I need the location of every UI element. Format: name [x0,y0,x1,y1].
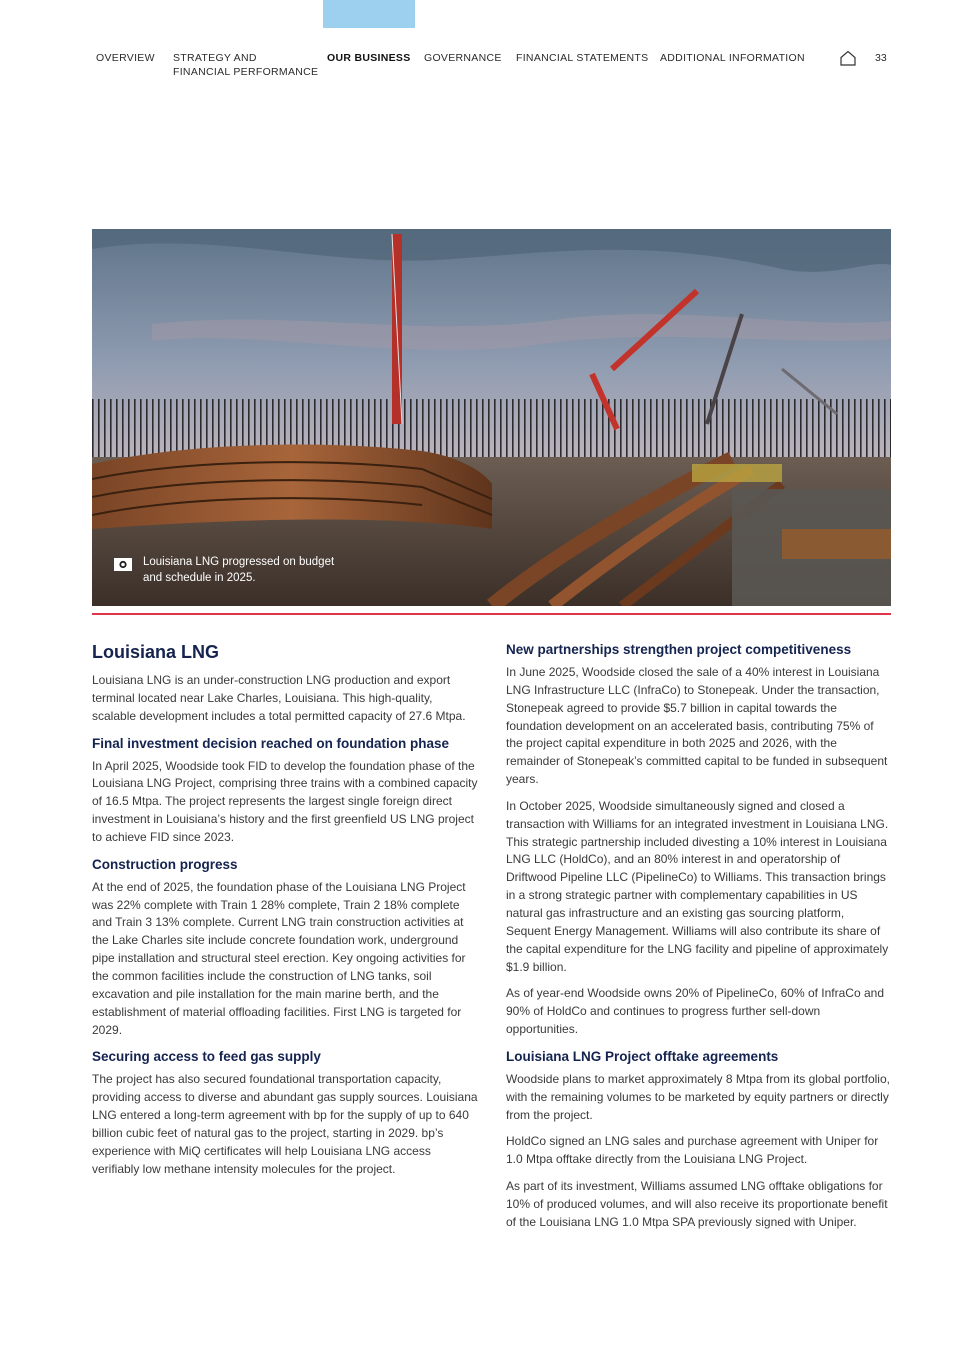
williams-paragraph: In October 2025, Woodside simultaneously signed and closed a transaction with Williams for an integrated investment in Louisiana LNG. This strategic partnership included divesting a 10% interest in Louisiana LNG LLC (HoldCo), and an 80% interest in and operatorship of Driftwood Pipeline LLC (PipelineCo) to Williams. This transaction brings in a strong strategic partner with complementary capabilities in US natural gas infrastructure and an existing gas sourcing platform, Sequent Energy Management. Williams will also contribute its share of the capital expenditure for the LNG facility and pipeline of approximately $1.9 billion. [506,798,889,974]
partnerships-heading: New partnerships strengthen project competitiveness [506,642,852,657]
marketing-paragraph: Woodside plans to market approximately 8 Mtpa from its global portfolio, with the remaining volumes to be marketed by equity partners or directly from the project. [506,1071,890,1122]
section-divider [92,613,891,615]
construction-heading: Construction progress [92,856,238,872]
stonepeak-paragraph: In June 2025, Woodside closed the sale of a 40% interest in Louisiana LNG Infrastructure LLC (InfraCo) to Stonepeak. Under the transaction, Stonepeak agreed to provide $5.7 billion in capital towards the foundation development on an accelerated basis, contributing 75% of the project capital expenditure in both 2025 and 2026, with the remainder of Stonepeak’s committed capital to be funded in subsequent years. [506,665,888,787]
construction-paragraph: At the end of 2025, the foundation phase of the Louisiana LNG Project was 22% complete with Train 1 28% complete, Train 2 18% complete and Train 3 13% complete. Current LNG train construction activities at the Lake Charles site include concrete foundation work, underground pipe installation and structural steel erection. Key ongoing activities for the common facilities include the construction of LNG tanks, soil excavation and pile installation for the main marine berth, and the establishment of material offloading facilities. First LNG is targeted for 2029. [92,879,466,1037]
construction-site-photo [92,229,891,606]
hero-photo [92,229,891,606]
offtake-heading: Louisiana LNG Project offtake agreements [506,1048,779,1064]
photo-caption [114,555,353,586]
nav-governance[interactable]: GOVERNANCE [424,52,502,64]
uniper-paragraph: HoldCo signed an LNG sales and purchase agreement with Uniper for 1.0 Mtpa offtake directly from the Louisiana LNG Project. [506,1134,879,1167]
feed-gas-paragraph: The project has also secured foundational transportation capacity, providing access to diverse and abundant gas supply sources. Louisiana LNG entered a long-term agreement with bp for the supply of up to 640 billion cubic feet of natural gas to the project, starting in 2029. bp’s experience with MiQ certificates will help Louisiana LNG access verifiably low methane intensity molecules for the project. [92,1072,478,1176]
camera-icon [114,557,132,571]
nav-overview[interactable]: OVERVIEW [96,52,155,64]
intro-paragraph: Louisiana LNG is an under-construction LNG production and export terminal located near Lake Charles, Louisiana. This high-quality, scalable development includes a total permitted capacity of 27.6 Mtpa. [92,673,466,723]
ownership-paragraph: As of year-end Woodside owns 20% of PipelineCo, 60% of InfraCo and 90% of HoldCo and continues to progress further sell-down opportunities. [506,986,884,1037]
nav-additional-information[interactable]: ADDITIONAL INFORMATION [660,52,805,64]
page-number: 33 [875,52,887,64]
top-navigation [0,52,965,92]
active-section-tab [323,0,415,28]
caption-text: Louisiana LNG progressed on budget and schedule in 2025. [143,556,335,584]
feed-gas-heading: Securing access to feed gas supply [92,1049,321,1065]
nav-our-business[interactable]: OUR BUSINESS [327,52,411,64]
nav-strategy-financial-performance[interactable]: STRATEGY AND FINANCIAL PERFORMANCE [173,52,319,78]
nav-financial-statements[interactable]: FINANCIAL STATEMENTS [516,52,649,64]
home-icon[interactable] [839,50,857,66]
fid-heading: Final investment decision reached on foundation phase [92,735,450,751]
right-column [506,641,892,1241]
left-column [92,640,478,1187]
section-title: Louisiana LNG [92,642,220,662]
fid-paragraph: In April 2025, Woodside took FID to develop the foundation phase of the Louisiana LNG Project, comprising three trains with a combined capacity of 16.5 Mtpa. The project represents the largest single foreign direct investment in Louisiana’s history and the first greenfield US LNG project to achieve FID since 2023. [92,758,478,844]
williams-offtake-paragraph: As part of its investment, Williams assumed LNG offtake obligations for 10% of produced volumes, and will also receive its proportionate benefit of the Louisiana LNG 1.0 Mtpa SPA previously signed with Uniper. [506,1179,888,1229]
